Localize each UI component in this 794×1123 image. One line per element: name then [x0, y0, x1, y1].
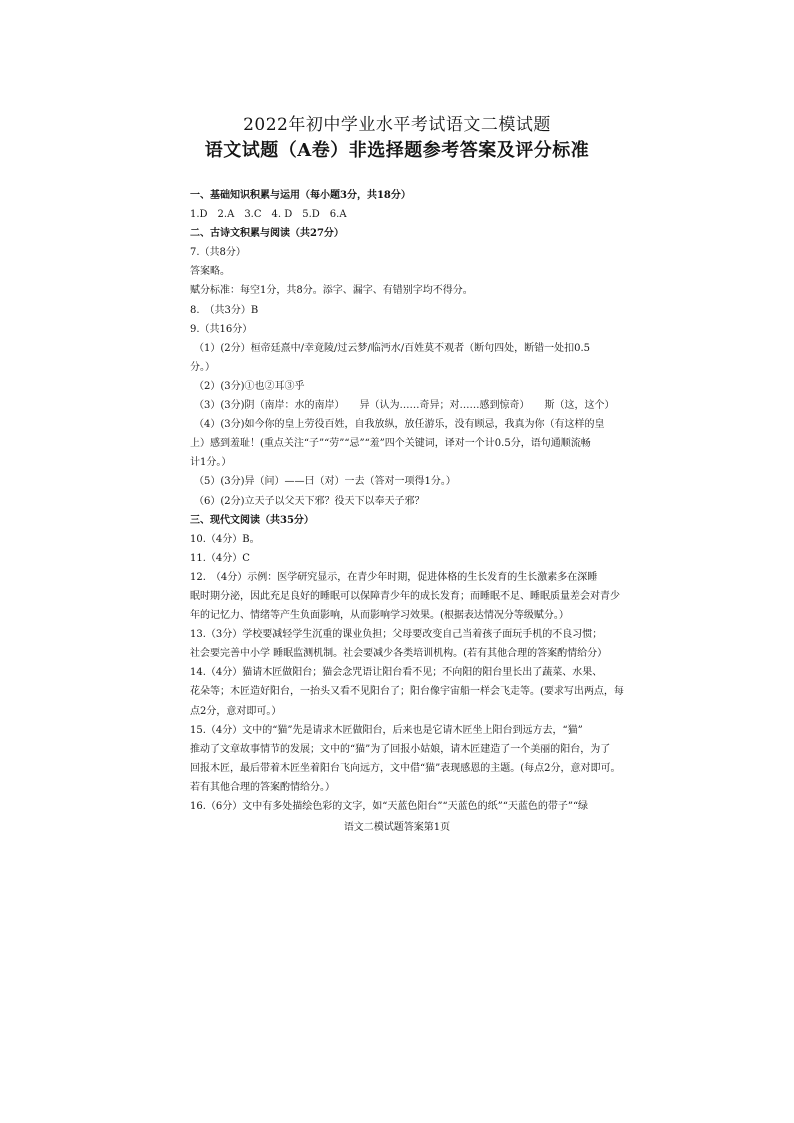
question-12-line-1: 12. （4分）示例：医学研究显示，在青少年时期，促进体格的生长发育的生长激素多在深睡: [190, 571, 598, 583]
question-15-line-2: 推动了文章故事情节的发展；文中的“猫”为了回报小姑娘，请木匠建造了一个美丽的阳台，为了: [190, 743, 611, 755]
question-14-line-1: 14.（4分）猫请木匠做阳台；猫会念咒语让阳台看不见；不向阳的阳台里长出了蔬菜、水果、: [190, 667, 603, 679]
question-7: 7.（共8分）: [190, 247, 246, 259]
question-13-line-1: 13.（3分）学校要减轻学生沉重的课业负担；父母要改变自己当着孩子面玩手机的不良习惯；: [190, 629, 603, 641]
question-13-line-2: 社会要完善中小学 睡眠监测机制。社会要减少各类培训机构。(若有其他合理的答案酌情给分）: [190, 648, 608, 660]
question-11: 11.（4分）C: [190, 552, 250, 564]
section-heading-1: 一、基础知识积累与运用（每小题3分，共18分）: [190, 190, 411, 201]
question-9-4-line-1: （4）(3分)如今你的皇上劳役百姓，自我放纵，放任游乐，没有顾忌，我真为你（有这样的皇: [194, 419, 605, 431]
answer-body: [190, 186, 624, 816]
question-12-line-3: 年的记忆力、情绪等产生负面影响，从而影响学习效果。(根据表达情况分等级赋分。）: [190, 610, 569, 622]
question-9-2: （2）(3分)①也②耳③乎: [194, 380, 305, 392]
question-14-line-3: 点2分，意对即可。）: [190, 705, 282, 717]
question-9-1-line-1: （1）(2分）桓帝廷熹中/幸竟陵/过云梦/临沔水/百姓莫不观者（断句四处，断错一处扣0.5: [194, 342, 591, 354]
question-9-6: （6）(2分)立天子以父天下邪？役天下以奉天子邪？: [194, 495, 425, 507]
document-subtitle: 语文试题（A卷）非选择题参考答案及评分标准: [204, 140, 590, 161]
question-15-line-3: 回报木匠，最后带着木匠坐着阳台飞向远方，文中借“猫”表现感恩的主题。(每点2分，意对即可。: [190, 762, 621, 774]
question-9-1-line-2: 分。）: [190, 361, 215, 373]
question-9-3: （3）(3分)阴（南岸：水的南岸） 异（认为……奇异；对……感到惊奇） 斯（这，这个）: [194, 400, 615, 412]
section-heading-2: 二、古诗文积累与阅读（共27分）: [190, 228, 344, 240]
question-9-4-line-2: 上）感到羞耻！(重点关注“子”“劳”“忌”“羞”四个关键词，译对一个计0.5分，语句通顺流畅: [190, 438, 591, 450]
question-10: 10.（4分）B。: [190, 533, 260, 545]
question-8: 8. （共3分）B: [190, 304, 259, 316]
question-7-scoring: 赋分标准：每空1分，共8分。添字、漏字、有错别字均不得分。: [190, 285, 473, 297]
question-9: 9.（共16分）: [190, 323, 253, 335]
section-heading-3: 三、现代文阅读（共35分）: [190, 514, 314, 526]
question-15-line-1: 15.（4分）文中的“猫”先是请求木匠做阳台，后来也是它请木匠坐上阳台到远方去，“猫”: [190, 724, 583, 736]
question-9-4-line-3: 计1分。）: [190, 457, 232, 469]
question-7-answer: 答案略。: [190, 266, 230, 278]
question-12-line-2: 眠时期分泌，因此充足良好的睡眠可以保障青少年的成长发育；而睡眠不足、睡眠质量差会对青少: [190, 590, 620, 602]
question-15-line-4: 若有其他合理的答案酌情给分。）: [190, 781, 335, 793]
document-title: 2022年初中学业水平考试语文二模试题: [243, 115, 551, 135]
question-9-5: （5）(3分)异（问）——曰（对）一去（答对一项得1分。）: [194, 476, 456, 488]
page-footer: 语文二模试题答案第1页: [343, 822, 451, 833]
answer-1-6: 1.D 2.A 3.C 4. D 5.D 6.A: [190, 209, 347, 221]
question-16-line-1: 16.（6分）文中有多处描绘色彩的文字，如“天蓝色阳台”“天蓝色的纸”“天蓝色的带子”“绿: [190, 801, 589, 812]
question-14-line-2: 花朵等；木匠造好阳台，一抬头又看不见阳台了；阳台像宇宙船一样会飞走等。(要求写出两点，每: [190, 686, 624, 698]
